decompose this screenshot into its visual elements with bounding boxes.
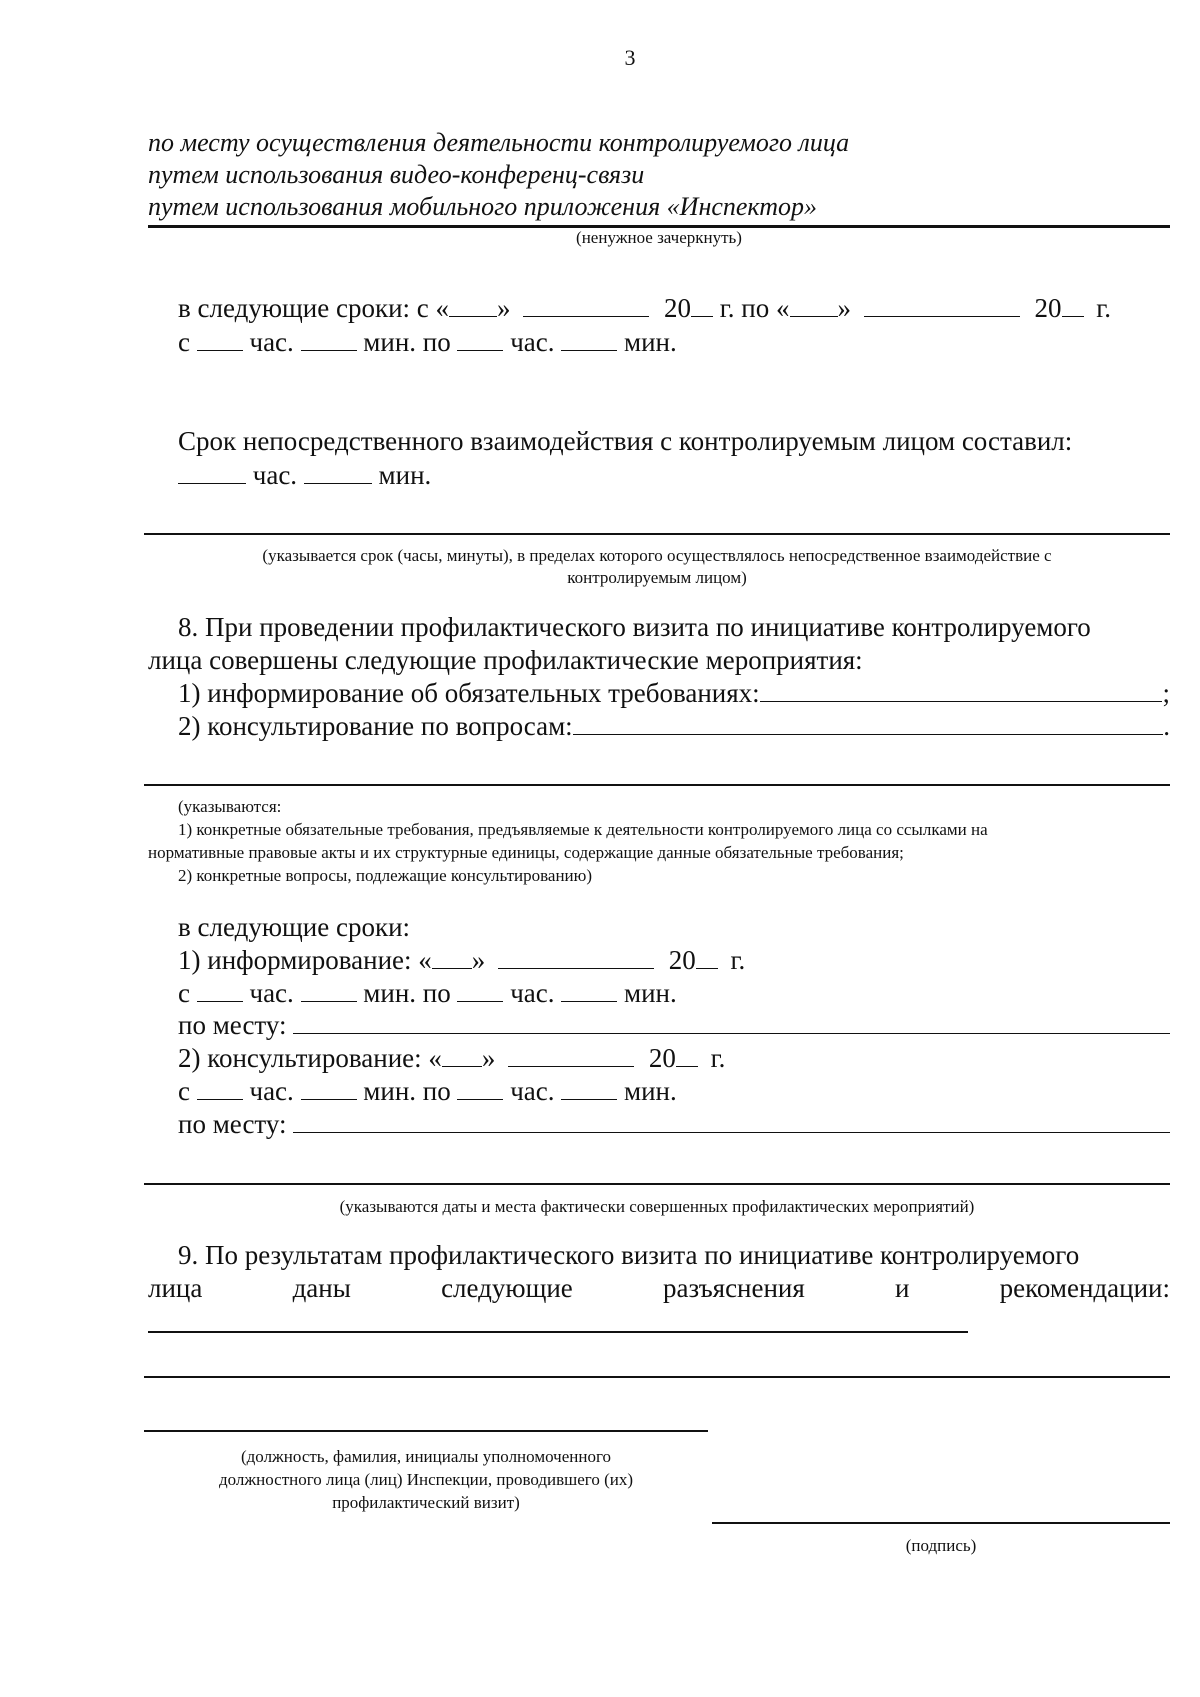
section8-item2: 2) консультирование по вопросам: . <box>178 711 1170 741</box>
section8-line2: лица совершены следующие профилактические мероприятия: <box>148 645 863 675</box>
section9-answer-line-1 <box>148 1331 968 1333</box>
cons-place-line: по месту: <box>178 1109 1170 1140</box>
methods-note: (ненужное зачеркнуть) <box>576 228 742 247</box>
section9-answer-line-2 <box>144 1376 1170 1378</box>
signature-note: (подпись) <box>905 1536 977 1555</box>
inf-time-line: с час. мин. по час. мин. <box>178 978 677 1008</box>
section8-note-1a: 1) конкретные обязательные требования, предъявляемые к деятельности контролируемого лица со ссылками на <box>178 820 988 839</box>
terms-time-line: с час. мин. по час. мин. <box>178 327 677 357</box>
method-2: путем использования видео-конференц-связи <box>148 160 645 189</box>
section8-line1: 8. При проведении профилактического визита по инициативе контролируемого <box>178 612 1091 642</box>
inf-place-line: по месту: <box>178 1010 1170 1041</box>
section9-line1: 9. По результатам профилактического визита по инициативе контролируемого <box>178 1240 1080 1270</box>
section8-note-1b: нормативные правовые акты и их структурные единицы, содержащие данные обязательные требования; <box>148 843 904 862</box>
official-note-1: (должность, фамилия, инициалы уполномоченного <box>240 1447 611 1466</box>
cons-time-line: с час. мин. по час. мин. <box>178 1076 677 1106</box>
cons-date-line: 2) консультирование: « » 20 г. <box>178 1043 726 1073</box>
signature-line <box>712 1522 1170 1524</box>
section8-terms-lead: в следующие сроки: <box>178 912 411 942</box>
official-note-2: должностного лица (лиц) Инспекции, проводившего (их) <box>218 1470 634 1489</box>
duration-note-2: контролируемым лицом) <box>567 568 747 587</box>
section8-note-2: 2) конкретные вопросы, подлежащие консультированию) <box>178 866 593 885</box>
dates-underline <box>144 1183 1170 1185</box>
section9-line2: лица даны следующие разъяснения и рекомендации: <box>148 1273 1170 1303</box>
duration-text: Срок непосредственного взаимодействия с контролируемым лицом составил: <box>178 426 1073 456</box>
section8-note-head: (указываются: <box>178 797 282 816</box>
dates-note: (указываются даты и места фактически совершенных профилактических мероприятий) <box>339 1197 975 1216</box>
method-1: по месту осуществления деятельности контролируемого лица <box>148 128 850 157</box>
inf-date-line: 1) информирование: « » 20 г. <box>178 945 746 975</box>
official-note-3: профилактический визит) <box>332 1493 520 1512</box>
duration-values: час. мин. <box>178 460 431 491</box>
section8-item1: 1) информирование об обязательных требованиях: ; <box>178 678 1170 708</box>
method-3: путем использования мобильного приложения «Инспектор» <box>148 192 818 221</box>
official-line <box>144 1430 708 1432</box>
duration-underline <box>144 533 1170 535</box>
terms-line: в следующие сроки: с « » 20 г. по « » 20 г. <box>178 293 1112 323</box>
duration-note-1: (указывается срок (часы, минуты), в пределах которого осуществлялось непосредственное взаимодействие с <box>262 546 1052 565</box>
page-number: 3 <box>624 45 636 70</box>
section8-underline <box>144 784 1170 786</box>
